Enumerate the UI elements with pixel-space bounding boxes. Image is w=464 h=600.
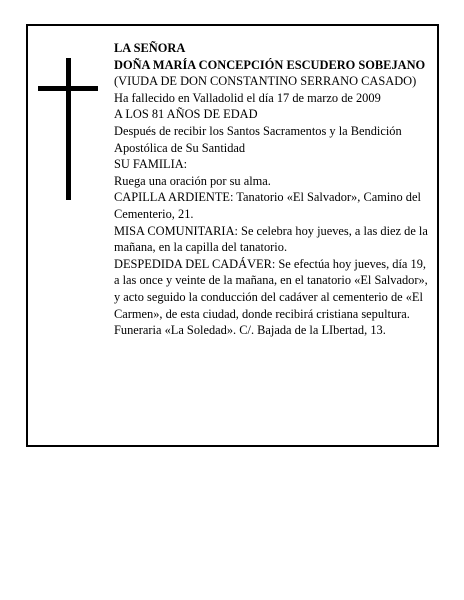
obituary-text xyxy=(114,40,434,339)
sacraments: Después de recibir los Santos Sacramentos y la Bendición Apostólica de Su Santidad xyxy=(114,123,402,155)
farewell-info: DESPEDIDA DEL CADÁVER: Se efectúa hoy jueves, día 19, a las once y veinte de la mañana, en el tanatorio «El Salvador», y acto seguido la conducción del cadáver al cementerio de «El Carmen», de esta ciudad, donde recibirá cristiana sepultura. xyxy=(114,256,428,321)
funeral-home: Funeraria «La Soledad». C/. Bajada de la LIbertad, 13. xyxy=(114,323,386,338)
cross-icon-vertical-bar xyxy=(66,58,71,200)
cross-icon-horizontal-bar xyxy=(38,86,98,91)
family-label: SU FAMILIA: xyxy=(114,157,188,172)
death-announcement: Ha fallecido en Valladolid el día 17 de marzo de 2009 xyxy=(114,90,381,105)
deceased-name: DOÑA MARÍA CONCEPCIÓN ESCUDERO SOBEJANO xyxy=(114,57,426,72)
chapel-info: CAPILLA ARDIENTE: Tanatorio «El Salvador», Camino del Cementerio, 21. xyxy=(114,190,421,221)
obituary-notice xyxy=(26,24,439,447)
prayer-request: Ruega una oración por su alma. xyxy=(114,173,271,188)
mass-info: MISA COMUNITARIA: Se celebra hoy jueves, a las diez de la mañana, en la capilla del tanatorio. xyxy=(114,223,428,255)
widow-of: (VIUDA DE DON CONSTANTINO SERRANO CASADO) xyxy=(114,74,417,89)
age: A LOS 81 AÑOS DE EDAD xyxy=(114,107,258,122)
notice-title: LA SEÑORA xyxy=(114,41,186,55)
